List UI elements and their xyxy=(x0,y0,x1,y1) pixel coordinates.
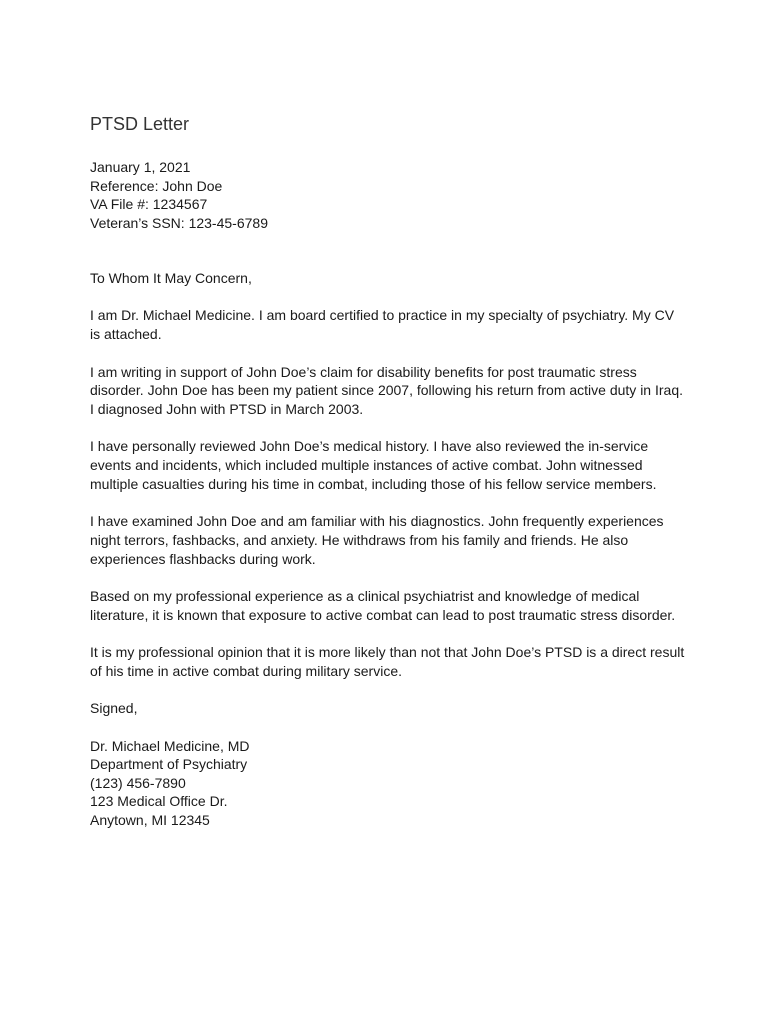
paragraph-line: Based on my professional experience as a clinical psychiatrist and knowledge of medical xyxy=(90,588,640,605)
paragraph-line: It is my professional opinion that it is more likely than not that John Doe’s PTSD is a direct result xyxy=(90,644,685,661)
paragraph-line: is attached. xyxy=(90,326,162,343)
paragraph-line: I have personally reviewed John Doe’s medical history. I have also reviewed the in-service xyxy=(90,438,649,455)
signature-block xyxy=(90,737,690,830)
signer-department: Department of Psychiatry xyxy=(90,756,248,773)
paragraph-line: literature, it is known that exposure to active combat can lead to post traumatic stress disorder. xyxy=(90,607,676,624)
body-paragraph xyxy=(90,306,682,344)
body-paragraph xyxy=(90,643,685,681)
va-file-line: VA File #: 1234567 xyxy=(90,196,208,213)
document-title: PTSD Letter xyxy=(90,114,190,134)
closing: Signed, xyxy=(90,700,138,717)
letter-date: January 1, 2021 xyxy=(90,159,191,175)
paragraph-line: events and incidents, which included multiple instances of active combat. John witnessed xyxy=(90,457,643,474)
paragraph-line: night terrors, fashbacks, and anxiety. He withdraws from his family and friends. He also xyxy=(90,532,629,549)
letter-page xyxy=(90,112,690,829)
body-paragraph xyxy=(90,512,682,568)
letter-body xyxy=(90,306,690,680)
salutation: To Whom It May Concern, xyxy=(90,270,252,287)
signer-address-line1: 123 Medical Office Dr. xyxy=(90,793,228,810)
paragraph-line: I am Dr. Michael Medicine. I am board certified to practice in my specialty of psychiatry. My CV xyxy=(90,307,675,324)
paragraph-line: I diagnosed John with PTSD in March 2003. xyxy=(90,401,364,418)
paragraph-line: experiences flashbacks during work. xyxy=(90,550,316,567)
signer-phone: (123) 456-7890 xyxy=(90,774,186,791)
paragraph-line: of his time in active combat during military service. xyxy=(90,663,402,680)
body-paragraph xyxy=(90,587,682,625)
paragraph-line: disorder. John Doe has been my patient since 2007, following his return from active duty in Iraq. xyxy=(90,382,683,399)
signer-name: Dr. Michael Medicine, MD xyxy=(90,737,250,754)
letter-header xyxy=(90,158,690,232)
paragraph-line: multiple casualties during his time in combat, including those of his fellow service members. xyxy=(90,476,657,493)
signer-address-line2: Anytown, MI 12345 xyxy=(90,811,210,828)
body-paragraph xyxy=(90,363,682,419)
paragraph-line: I am writing in support of John Doe’s claim for disability benefits for post traumatic stress xyxy=(90,363,637,380)
paragraph-line: I have examined John Doe and am familiar with his diagnostics. John frequently experiences xyxy=(90,513,664,530)
ssn-line: Veteran’s SSN: 123-45-6789 xyxy=(90,214,268,231)
reference-line: Reference: John Doe xyxy=(90,177,223,194)
body-paragraph xyxy=(90,437,682,493)
